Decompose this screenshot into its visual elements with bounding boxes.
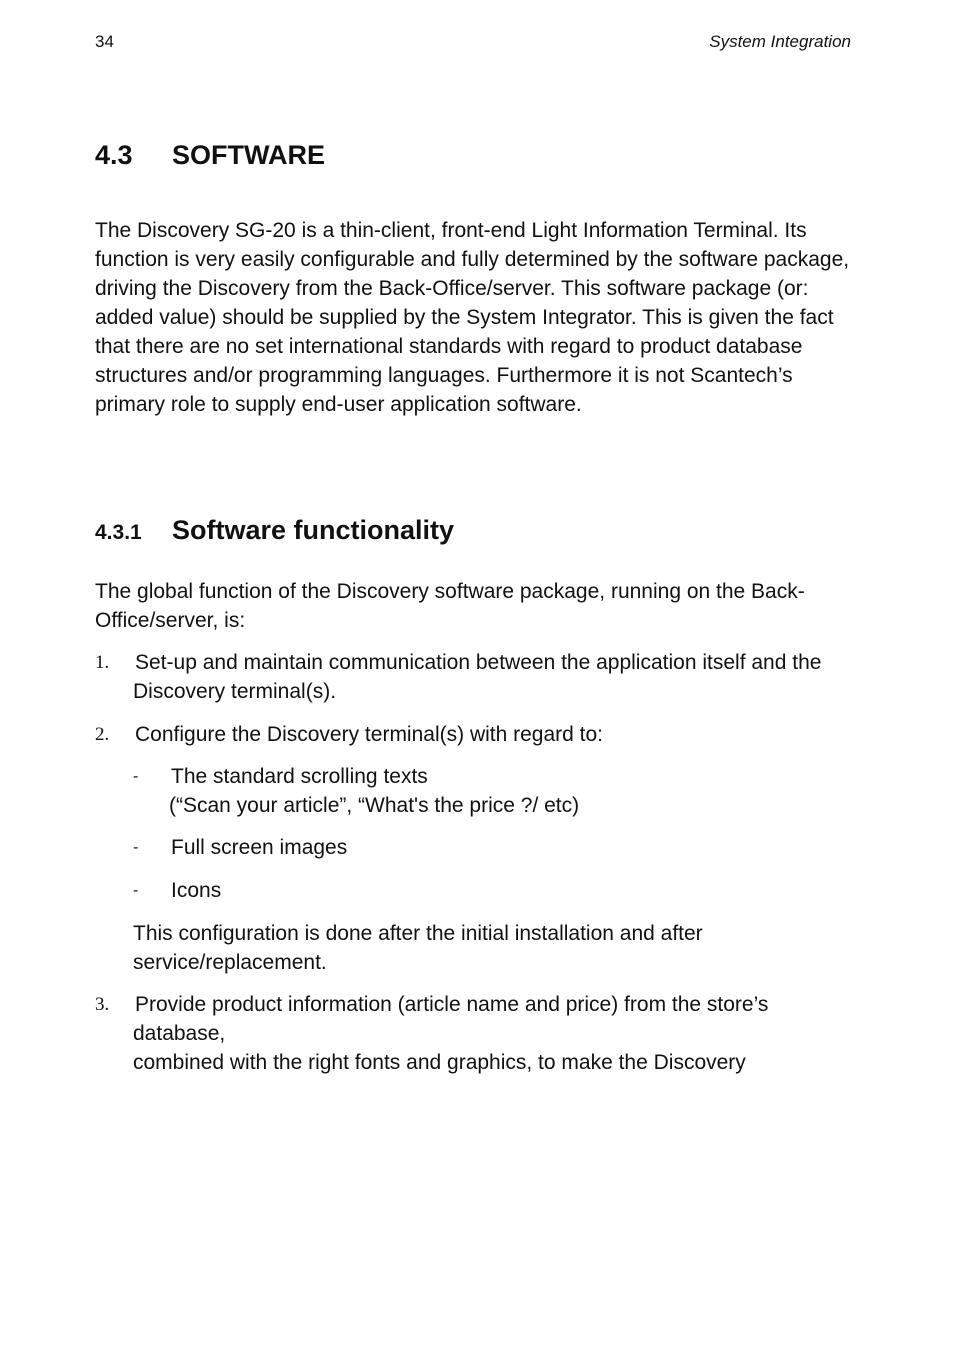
dash-item-icons-text: Icons	[171, 879, 222, 902]
dash-item-scrolling-texts-line-1: The standard scrolling texts	[171, 765, 428, 788]
section-number: 4.3	[95, 140, 133, 170]
list-item-3-line-1: Provide product information (article name and price) from the store’s	[135, 993, 769, 1016]
list-marker-1: 1.	[95, 652, 110, 673]
list-item-2	[95, 720, 855, 749]
dash-item-full-screen-images	[133, 833, 853, 862]
list-item-1-line-2: Discovery terminal(s).	[133, 680, 337, 703]
list-marker-3: 3.	[95, 994, 110, 1015]
list-item-1	[95, 648, 855, 706]
section-heading	[95, 140, 325, 171]
list-item-1-line-1: Set-up and maintain communication between the application itself and the	[135, 651, 822, 674]
dash-item-full-screen-images-text: Full screen images	[171, 836, 348, 859]
subsection-number: 4.3.1	[95, 521, 142, 544]
page-number: 34	[95, 32, 114, 51]
dash-marker: -	[133, 839, 139, 856]
global-function-paragraph: The global function of the Discovery software package, running on the Back-Office/server, is:	[95, 580, 805, 632]
list-item-2-line-1: Configure the Discovery terminal(s) with regard to:	[135, 723, 604, 746]
dash-item-scrolling-texts	[133, 762, 853, 820]
dash-marker: -	[133, 882, 139, 899]
section-title: SOFTWARE	[172, 140, 325, 170]
running-header: System Integration	[709, 32, 851, 51]
dash-item-icons	[133, 876, 853, 905]
list-item-3	[95, 990, 855, 1077]
list-marker-2: 2.	[95, 724, 110, 745]
subsection-title: Software functionality	[172, 515, 455, 545]
configuration-note: This configuration is done after the initial installation and after service/replacement.	[133, 922, 703, 974]
list-item-3-line-2: database,	[133, 1022, 226, 1045]
list-item-3-line-3: combined with the right fonts and graphics, to make the Discovery	[133, 1051, 746, 1074]
dash-item-scrolling-texts-line-2: (“Scan your article”, “What's the price ?/ etc)	[169, 794, 580, 817]
intro-paragraph: The Discovery SG-20 is a thin-client, front-end Light Information Terminal. Its function is very easily configurable and fully determined by the software package, driving the Discovery from the Back-Office/server. This software package (or: added value) should be supplied by the System Integrator. This is given the fact that there are no set international standards with regard to product database structures and/or programming languages. Furthermore it is not Scantech’s primary role to supply end-user application software.	[95, 219, 850, 416]
dash-marker: -	[133, 768, 139, 785]
subsection-heading	[95, 515, 454, 546]
